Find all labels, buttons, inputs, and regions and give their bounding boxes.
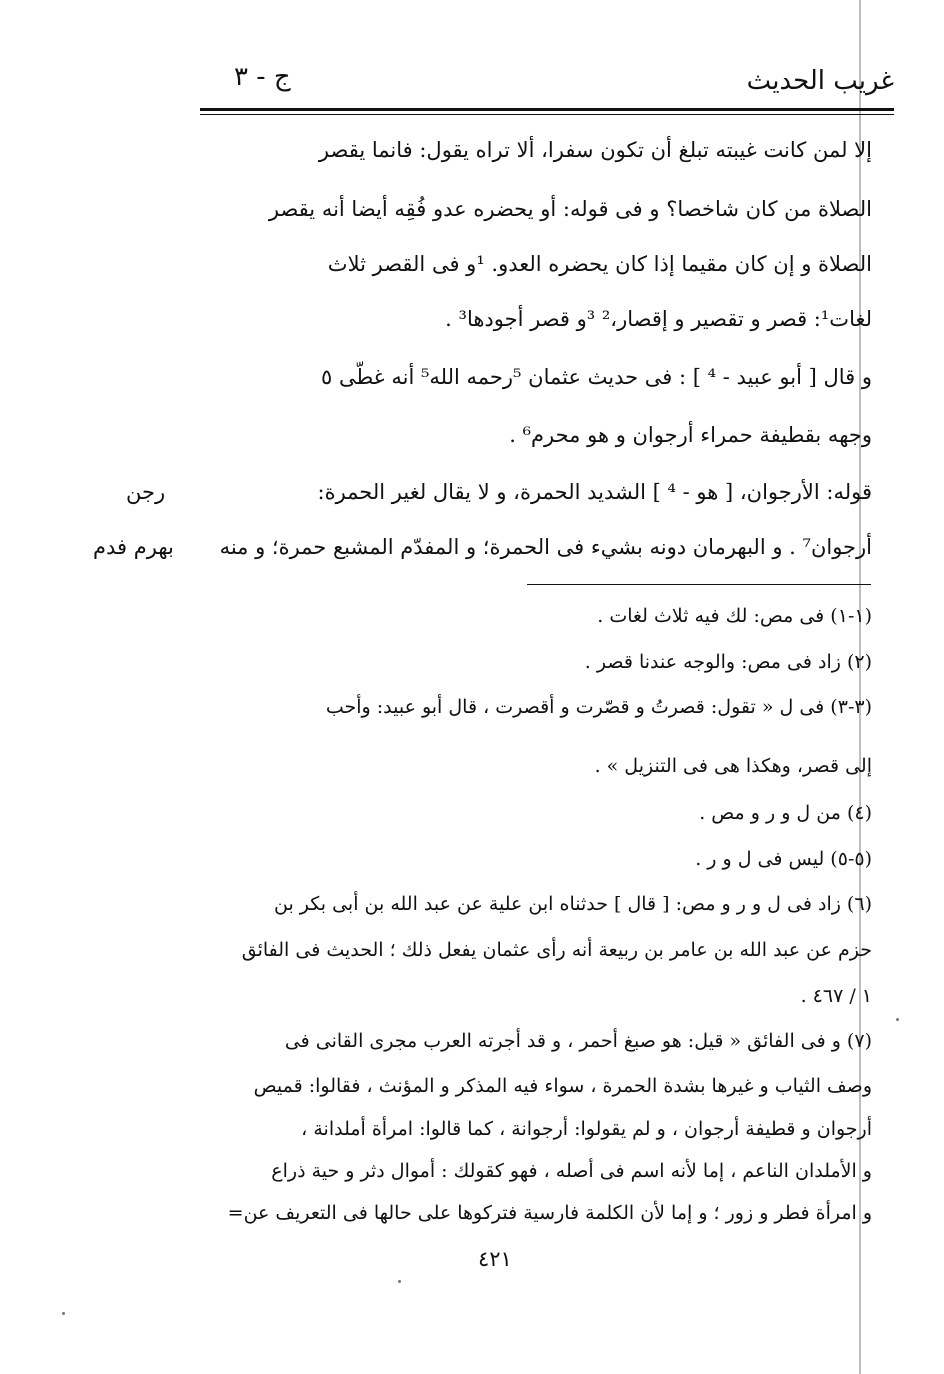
body-line-1: إلا لمن كانت غيبته تبلغ أن تكون سفرا، ألا تراه يقول: فانما يقصر — [318, 138, 872, 162]
body-line-5: و قال [ أبو عبيد - ⁴ ] : فى حديث عثمان ⁵رحمه الله⁵ أنه غطّى ٥ — [321, 365, 872, 389]
footnote-line-12: أرجوان و قطيفة أرجوان ، و لم يقولوا: أرجوانة ، كما قالوا: امرأة أملدانة ، — [301, 1118, 872, 1140]
footnote-line-3: (٣-٣) فى ل « تقول: قصرتُ و قصّرت و أقصرت ، قال أبو عبيد: وأحب — [325, 696, 872, 718]
footnote-line-8: حزم عن عبد الله بن عامر بن ربيعة أنه رأى عثمان يفعل ذلك ؛ الحديث فى الفائق — [241, 939, 872, 961]
footnote-line-11: وصف الثياب و غيرها بشدة الحمرة ، سواء فيه المذكر و المؤنث ، فقالوا: قميص — [253, 1075, 872, 1097]
scan-speck — [398, 1280, 401, 1283]
header-rule-thin — [200, 114, 894, 115]
footnote-line-4: إلى قصر، وهكذا هى فى التنزيل » . — [594, 755, 872, 777]
scan-speck — [62, 1312, 65, 1315]
body-line-2: الصلاة من كان شاخصا؟ و فى قوله: أو يحضره عدو فُقِه أيضا أنه يقصر — [268, 197, 872, 221]
volume-label: ج - ٣ — [234, 62, 291, 92]
margin-root-rjn: رجن — [126, 480, 166, 504]
footnote-separator — [527, 584, 871, 585]
scan-speck — [896, 1018, 899, 1021]
body-line-6: وجهه بقطيفة حمراء أرجوان و هو محرم⁶ . — [509, 423, 872, 447]
footnote-line-7: (٦) زاد فى ل و ر و مص: [ قال ] حدثناه ابن علية عن عبد الله بن أبى بكر بن — [274, 893, 872, 915]
footnote-line-14: و امرأة فطر و زور ؛ و إما لأن الكلمة فارسية فتركوها على حالها فى التعريف عن= — [227, 1202, 872, 1224]
footnote-line-6: (٥-٥) ليس فى ل و ر . — [695, 848, 872, 870]
footnote-line-9: ١ / ٤٦٧ . — [800, 985, 872, 1007]
body-line-8: أرجوان⁷ . و البهرمان دونه بشيء فى الحمرة؛ و المفدّم المشبع حمرة؛ و منه — [219, 535, 872, 559]
page-number: ٤٢١ — [478, 1247, 512, 1271]
footnote-line-10: (٧) و فى الفائق « قيل: هو صبغ أحمر ، و قد أجرته العرب مجرى القانى فى — [284, 1030, 872, 1052]
body-line-3: الصلاة و إن كان مقيما إذا كان يحضره العدو. ¹و فى القصر ثلاث — [327, 252, 872, 276]
margin-root-bhrm-fdm: بهرم فدم — [93, 535, 174, 559]
footnote-line-13: و الأملدان الناعم ، إما لأنه اسم فى أصله ، فهو كقولك : أموال دثر و حية ذراع — [271, 1160, 872, 1182]
footnote-line-1: (١-١) فى مص: لك فيه ثلاث لغات . — [597, 605, 872, 627]
header-rule-thick — [200, 108, 894, 111]
footnote-line-5: (٤) من ل و ر و مص . — [699, 802, 872, 824]
body-line-7: قوله: الأرجوان، [ هو - ⁴ ] الشديد الحمرة، و لا يقال لغير الحمرة: — [317, 480, 872, 504]
body-line-4: لغات¹: قصر و تقصير و إقصار،² ³و قصر أجودها³ . — [445, 307, 872, 331]
running-title: غريب الحديث — [746, 66, 894, 96]
footnote-line-2: (٢) زاد فى مص: والوجه عندنا قصر . — [584, 651, 872, 673]
running-header — [200, 58, 894, 104]
